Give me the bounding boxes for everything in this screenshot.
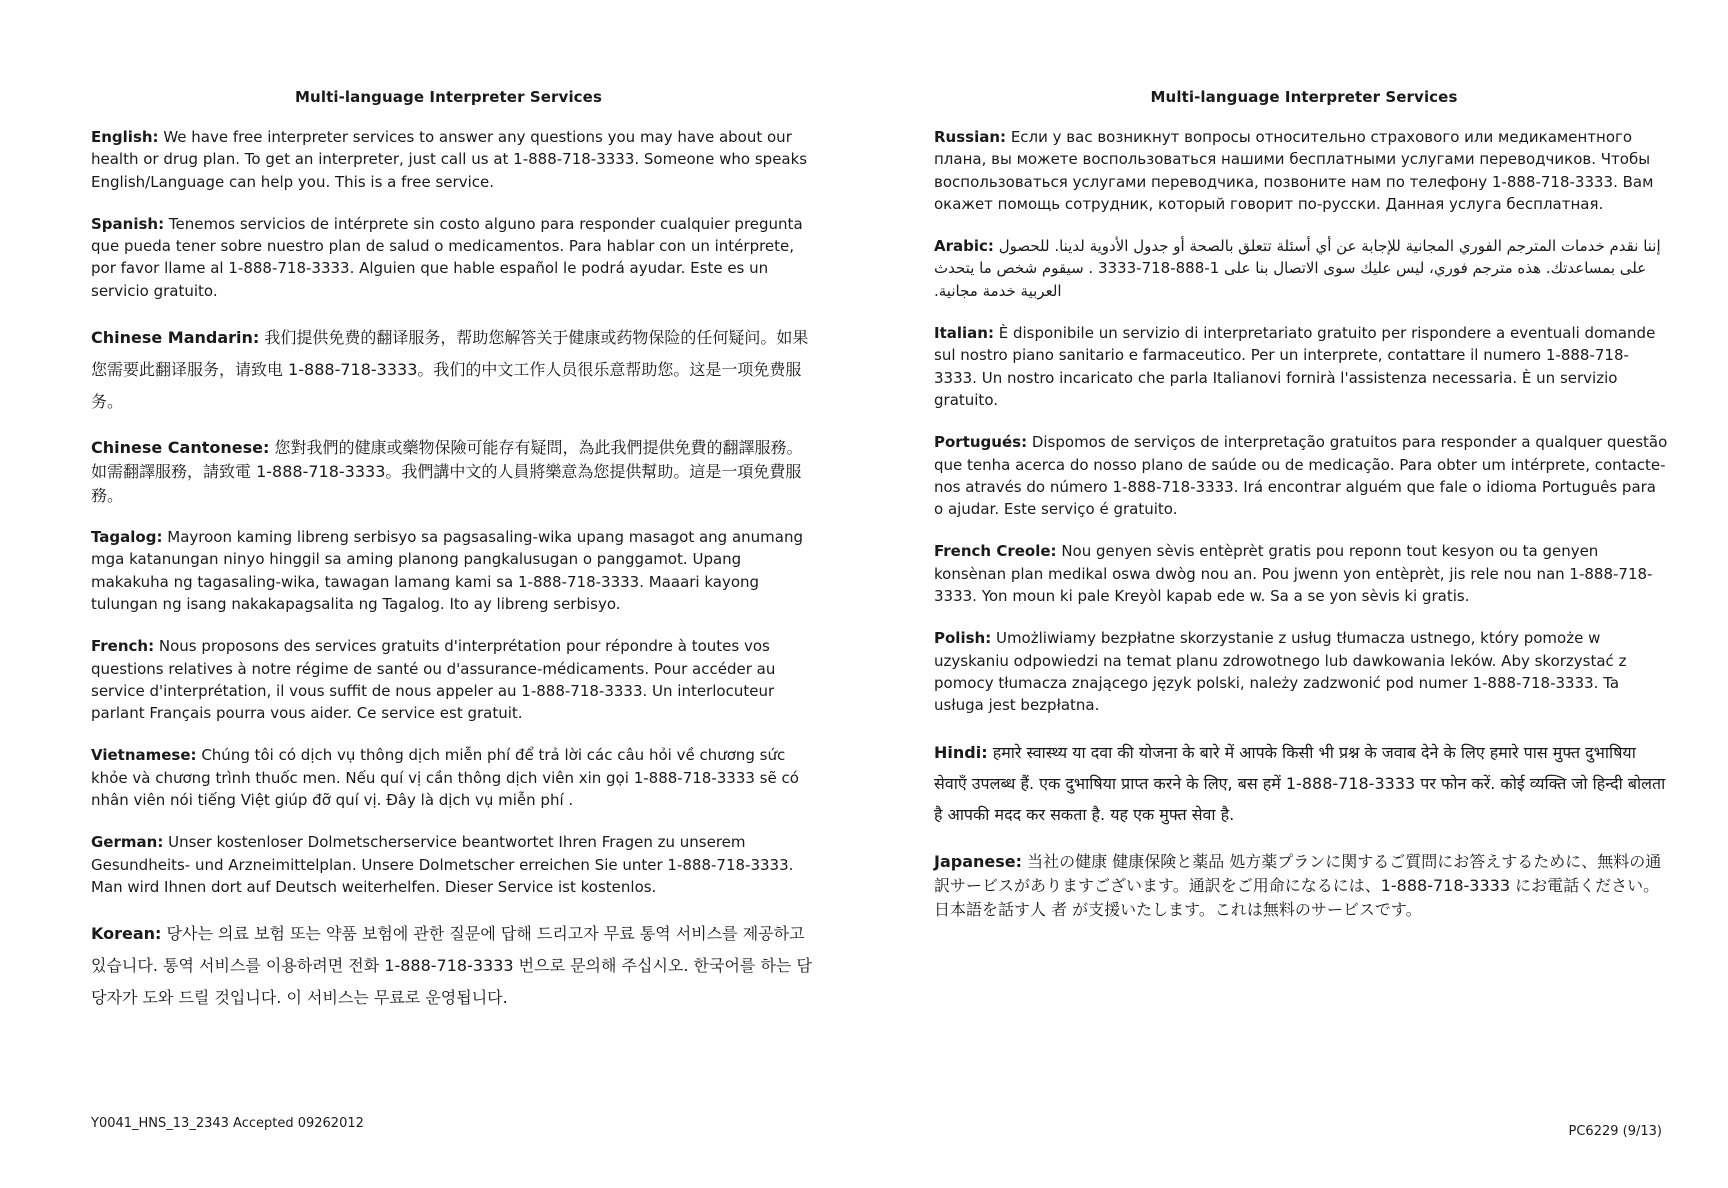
language-text: Nous proposons des services gratuits d'interprétation pour répondre à toutes vos questions relatives à notre régime de santé ou d'assurance-médicaments. Pour accéder au service d'interprétation, il vous suffit de nous appeler au 1-888-718-3333. Un interlocuteur parlant Français pourra vous aider. Ce service est gratuit. bbox=[91, 637, 776, 723]
language-label: Spanish: bbox=[91, 214, 165, 233]
language-entry-french-creole bbox=[934, 540, 1669, 607]
language-text: Mayroon kaming libreng serbisyo sa pagsasaling-wika upang masagot ang anumang mga katanungan ninyo hinggil sa aming planong pangkalusugan o panggamot. Upang makakuha ng tagasaling-wika, tawagan lamang kami sa 1-888-718-3333. Maaari kayong tulungan ng isang nakakapagsalita ng Tagalog. Ito ay libreng serbisyo. bbox=[91, 528, 803, 613]
language-text: We have free interpreter services to answer any questions you may have about our health or drug plan. To get an interpreter, just call us at 1-888-718-3333. Someone who speaks English/Language can help you. This is a free service. bbox=[91, 128, 808, 191]
language-text: إننا نقدم خدمات المترجم الفوري المجانية للإجابة عن أي أسئلة تتعلق بالصحة أو جدول الأدوية لدينا. للحصول على بمساعدتك. هذه مترجم فوري، ليس عليك سوى الاتصال بنا على 1-888-718-3333 . سيقوم شخص ما يتحدث العربية خدمة مجانية. bbox=[934, 237, 1661, 300]
language-label: Hindi: bbox=[934, 742, 988, 762]
language-label: Arabic: bbox=[934, 237, 994, 256]
language-entry-arabic bbox=[934, 235, 1669, 302]
language-entry-chinese-mandarin bbox=[91, 322, 816, 418]
language-entry-korean bbox=[91, 918, 816, 1014]
document-code-footer: Y0041_HNS_13_2343 Accepted 09262012 bbox=[91, 1116, 364, 1131]
language-label: Korean: bbox=[91, 924, 162, 944]
language-text: Tenemos servicios de intérprete sin costo alguno para responder cualquier pregunta que pueda tener sobre nuestro plan de salud o medicamentos. Para hablar con un intérprete, por favor llame al 1-888-718-3333. Alguien que hable español le podrá ayudar. Este es un servicio gratuito. bbox=[91, 214, 803, 300]
language-text: Nou genyen sèvis entèprèt gratis pou reponn tout kesyon ou ta genyen konsènan plan medikal oswa dwòg nou an. Pou jwenn yon entèprèt, jis rele nou nan 1-888-718-3333. Yon moun ki pale Kreyòl kapab ede w. Sa a se yon sèvis ki gratis. bbox=[934, 542, 1653, 606]
language-entry-russian bbox=[934, 126, 1669, 215]
language-label: Japanese: bbox=[934, 851, 1023, 871]
language-text: 您對我們的健康或藥物保險可能存有疑問，為此我們提供免費的翻譯服務。如需翻譯服務，請致電 1-888-718-3333。我們講中文的人員將樂意為您提供幫助。這是一項免費服務。 bbox=[91, 438, 803, 506]
language-entry-vietnamese bbox=[91, 744, 816, 811]
language-entry-hindi bbox=[934, 737, 1669, 830]
language-label: Italian: bbox=[934, 324, 994, 343]
language-text: Umożliwiamy bezpłatne skorzystanie z usług tłumacza ustnego, który pomoże w uzyskaniu odpowiedzi na temat planu zdrowotnego lub dawkowania leków. Aby skorzystać z pomocy tłumacza znającego język polski, należy zadzwonić pod numer 1-888-718-3333. Ta usługa jest bezpłatna. bbox=[934, 629, 1627, 715]
language-entry-english bbox=[91, 126, 816, 193]
language-label: Russian: bbox=[934, 128, 1007, 146]
form-number-footer: PC6229 (9/13) bbox=[1568, 1124, 1662, 1139]
language-entry-portuguese bbox=[934, 431, 1669, 520]
language-label: Chinese Cantonese: bbox=[91, 438, 270, 458]
language-label: Portugués: bbox=[934, 433, 1028, 452]
language-text: Chúng tôi có dịch vụ thông dịch miễn phí để trả lời các câu hỏi về chương sức khỏe và chương trình thuốc men. Nếu quí vị cần thông dịch viên xin gọi 1-888-718-3333 sẽ có nhân viên nói tiếng Việt giúp đỡ quí vị. Đây là dịch vụ miễn phí . bbox=[91, 746, 799, 810]
language-entry-french bbox=[91, 635, 816, 724]
language-text: Если у вас возникнут вопросы относительно страхового или медикаментного плана, вы можете воспользоваться нашими бесплатными услугами переводчиков. Чтобы воспользоваться услугами переводчика, позвоните нам по телефону 1-888-718-3333. Вам окажет помощь сотрудник, который говорит по-русски. Данная услуга бесплатная. bbox=[934, 128, 1654, 213]
language-entry-tagalog bbox=[91, 526, 816, 615]
language-label: English: bbox=[91, 128, 159, 146]
language-label: Chinese Mandarin: bbox=[91, 328, 260, 348]
language-text: Unser kostenloser Dolmetscherservice beantwortet Ihren Fragen zu unserem Gesundheits- und Arzneimittelplan. Unsere Dolmetscher erreichen Sie unter 1-888-718-3333. Man wird Ihnen dort auf Deutsch weiterhelfen. Dieser Service ist kostenlos. bbox=[91, 833, 794, 896]
language-entry-chinese-cantonese bbox=[91, 436, 816, 508]
language-text: 我们提供免费的翻译服务，帮助您解答关于健康或药物保险的任何疑问。如果您需要此翻译服务，请致电 1-888-718-3333。我们的中文工作人员很乐意帮助您。这是一项免费服务。 bbox=[91, 328, 809, 412]
language-label: Vietnamese: bbox=[91, 746, 197, 765]
language-label: German: bbox=[91, 833, 164, 852]
language-text: Dispomos de serviços de interpretação gratuitos para responder a qualquer questão que tenha acerca do nosso plano de saúde ou de medicação. Para obter um intérprete, contacte-nos através do número 1-888-718-3333. Irá encontrar alguém que fale o idioma Português para o ajudar. Este serviço é gratuito. bbox=[934, 433, 1668, 519]
language-label: French Creole: bbox=[934, 542, 1057, 561]
language-text: È disponibile un servizio di interpretariato gratuito per rispondere a eventuali domande sul nostro piano sanitario e farmaceutico. Per un interprete, contattare il numero 1-888-718-3333. Un nostro incaricato che parla Italianovi fornirà l'assistenza necessaria. È un servizio gratuito. bbox=[934, 324, 1656, 409]
language-entry-polish bbox=[934, 627, 1669, 716]
right-page bbox=[864, 0, 1728, 1188]
language-entry-japanese bbox=[934, 850, 1669, 922]
page-title: Multi-language Interpreter Services bbox=[295, 88, 602, 106]
language-entry-german bbox=[91, 831, 816, 898]
language-label: French: bbox=[91, 637, 155, 656]
language-entry-spanish bbox=[91, 213, 816, 302]
language-label: Tagalog: bbox=[91, 528, 163, 547]
language-text: 当社の健康 健康保険と薬品 処方薬プランに関するご質問にお答えするために、無料の通訳サービスがありますございます。通訳をご用命になるには、1-888-718-3333 にお電話ください。日本語を話す人 者 が支援いたします。これは無料のサービスです。 bbox=[934, 851, 1662, 919]
language-label: Polish: bbox=[934, 629, 992, 648]
language-text: हमारे स्वास्थ्य या दवा की योजना के बारे में आपके किसी भी प्रश्न के जवाब देने के लिए हमारे पास मुफ्त दुभाषिया सेवाएँ उपलब्ध हैं. एक दुभाषिया प्राप्त करने के लिए, बस हमें 1-888-718-3333 पर फोन करें. कोई व्यक्ति जो हिन्दी बोलता है आपकी मदद कर सकता है. यह एक मुफ्त सेवा है. bbox=[934, 742, 1666, 824]
page-title: Multi-language Interpreter Services bbox=[1150, 88, 1458, 106]
language-entry-italian bbox=[934, 322, 1669, 411]
language-text: 당사는 의료 보험 또는 약품 보험에 관한 질문에 답해 드리고자 무료 통역 서비스를 제공하고 있습니다. 통역 서비스를 이용하려면 전화 1-888-718-3333 번으로 문의해 주십시오. 한국어를 하는 담당자가 도와 드릴 것입니다. 이 서비스는 무료로 운영됩니다. bbox=[91, 924, 812, 1008]
